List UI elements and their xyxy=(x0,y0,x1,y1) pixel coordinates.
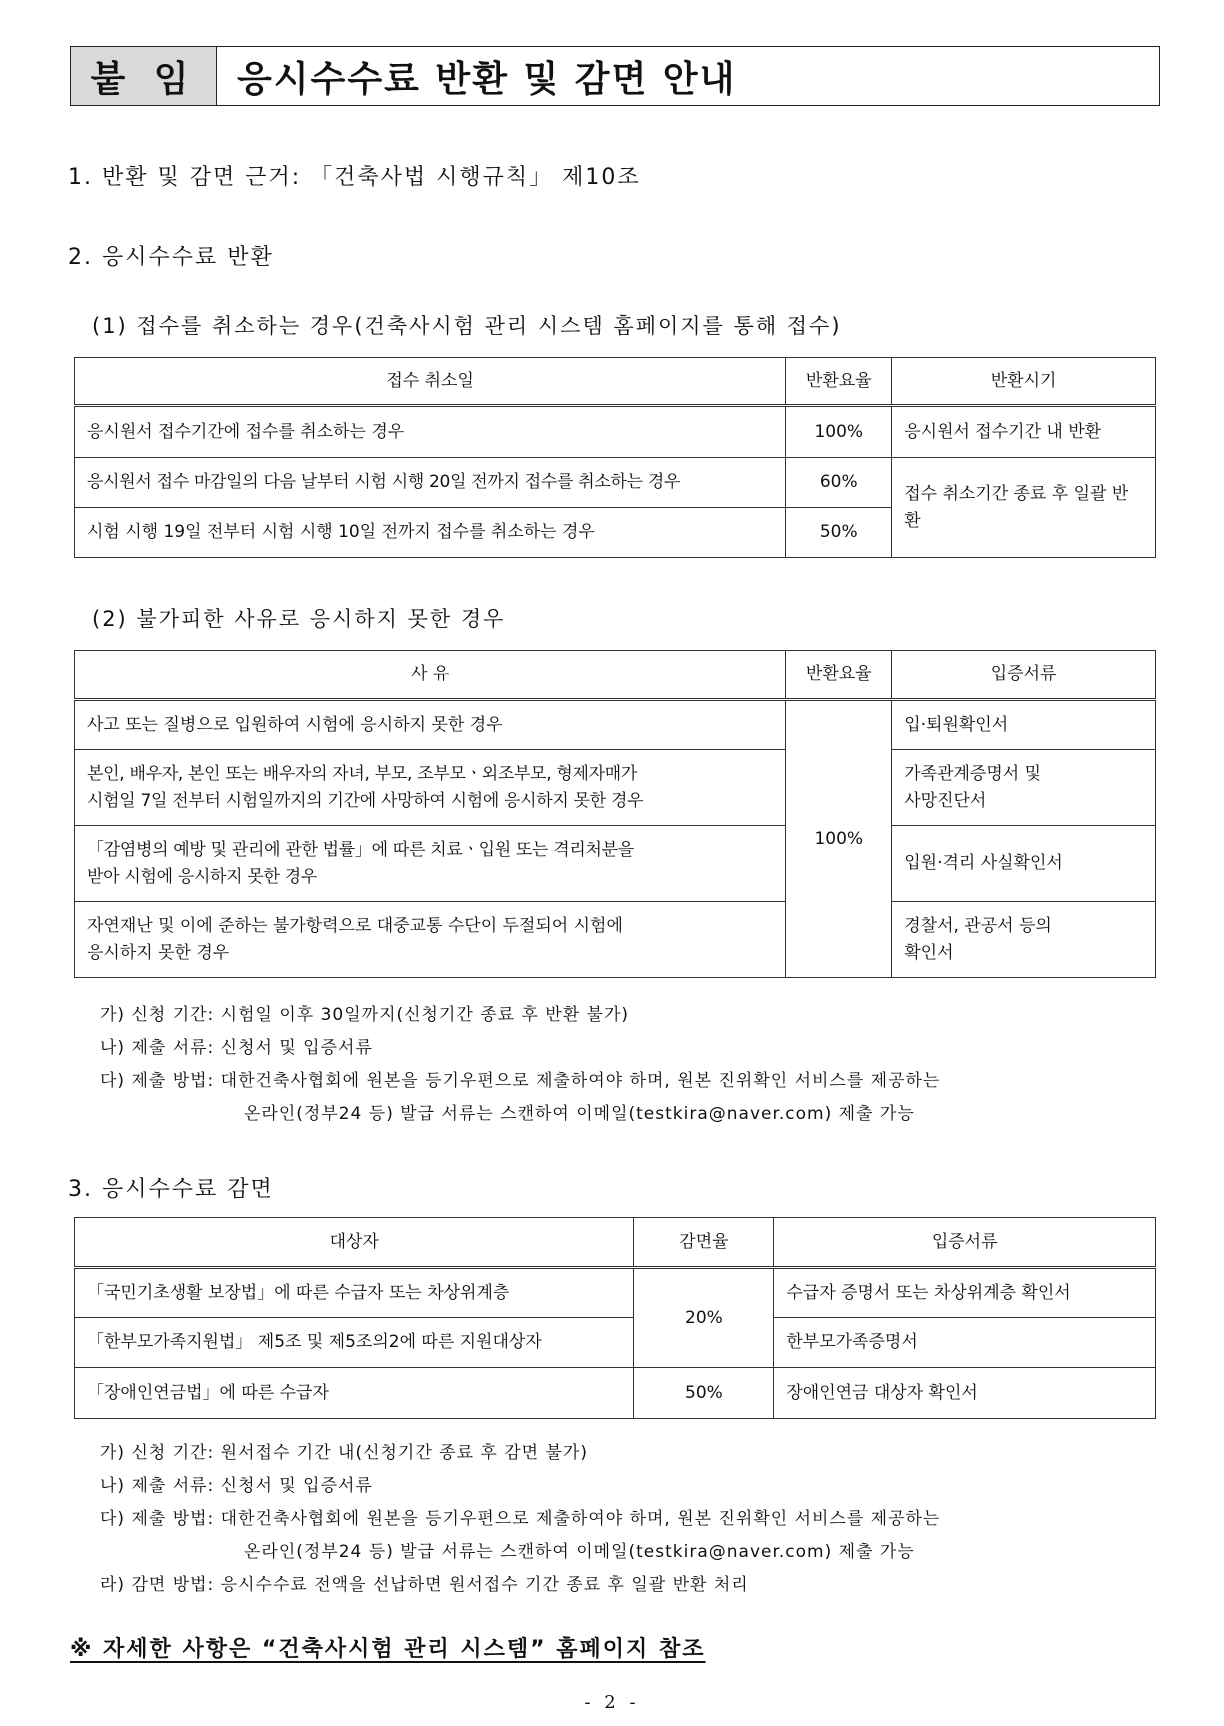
section2-sub2-heading: (2) 불가피한 사유로 응시하지 못한 경우 xyxy=(92,607,506,631)
reason-line: 응시하지 못한 경우 xyxy=(87,942,230,963)
section2-heading: 2. 응시수수료 반환 xyxy=(68,245,274,270)
column-header: 반환시기 xyxy=(892,358,1156,406)
cell-reduction-rate: 50% xyxy=(634,1368,774,1419)
refund-note: 나) 제출 서류: 신청서 및 입증서류 xyxy=(100,1038,373,1058)
reason-line: 시험일 7일 전부터 시험일까지의 기간에 사망하여 시험에 응시하지 못한 경우 xyxy=(87,790,644,811)
column-header: 접수 취소일 xyxy=(75,358,786,406)
column-header: 반환요율 xyxy=(786,358,892,406)
reduction-note: 온라인(정부24 등) 발급 서류는 스캔하여 이메일(testkira@naver.com) 제출 가능 xyxy=(244,1542,915,1562)
cell-target: 「한부모가족지원법」 제5조 및 제5조의2에 따른 지원대상자 xyxy=(75,1318,634,1368)
table-row xyxy=(75,458,1156,508)
reduction-note: 라) 감면 방법: 응시수수료 전액을 선납하면 원서접수 기간 종료 후 일괄 반환 처리 xyxy=(100,1575,749,1595)
cell-target: 「국민기초생활 보장법」에 따른 수급자 또는 차상위계층 xyxy=(75,1268,634,1318)
cell-cancel-date: 응시원서 접수 마감일의 다음 날부터 시험 시행 20일 전까지 접수를 취소하는 경우 xyxy=(75,458,786,508)
section2-sub1-heading: (1) 접수를 취소하는 경우(건축사시험 관리 시스템 홈페이지를 통해 접수) xyxy=(92,314,842,338)
doc-line: 가족관계증명서 및 xyxy=(904,763,1041,784)
cell-cancel-date: 응시원서 접수기간에 접수를 취소하는 경우 xyxy=(75,406,786,458)
cell-refund-timing: 응시원서 접수기간 내 반환 xyxy=(892,406,1156,458)
cell-target: 「장애인연금법」에 따른 수급자 xyxy=(75,1368,634,1419)
section1-heading: 1. 반환 및 감면 근거: 「건축사법 시행규칙」 제10조 xyxy=(68,165,641,190)
cell-reduction-rate: 20% xyxy=(634,1268,774,1368)
cell-refund-rate: 100% xyxy=(786,700,892,978)
cell-proof-doc xyxy=(892,902,1156,978)
cell-refund-rate: 50% xyxy=(786,508,892,558)
table-row xyxy=(75,1268,1156,1318)
column-header: 사 유 xyxy=(75,651,786,700)
page-number: - 2 - xyxy=(584,1692,640,1713)
cell-proof-doc xyxy=(892,750,1156,826)
reduction-note: 다) 제출 방법: 대한건축사협회에 원본을 등기우편으로 제출하여야 하며, 원본 진위확인 서비스를 제공하는 xyxy=(100,1509,941,1529)
table-row xyxy=(75,902,1156,978)
table-row xyxy=(75,1318,1156,1368)
doc-line: 확인서 xyxy=(904,942,954,963)
table-header-row xyxy=(75,651,1156,700)
cell-proof-doc: 입·퇴원확인서 xyxy=(892,700,1156,750)
cell-reason xyxy=(75,750,786,826)
cell-proof-doc: 한부모가족증명서 xyxy=(774,1318,1156,1368)
cell-reason: 사고 또는 질병으로 입원하여 시험에 응시하지 못한 경우 xyxy=(75,700,786,750)
cell-proof-doc: 입원·격리 사실확인서 xyxy=(892,826,1156,902)
column-header: 감면율 xyxy=(634,1218,774,1268)
cell-reason xyxy=(75,902,786,978)
column-header: 반환요율 xyxy=(786,651,892,700)
column-header: 입증서류 xyxy=(774,1218,1156,1268)
table-row xyxy=(75,700,1156,750)
refund-note: 가) 신청 기간: 시험일 이후 30일까지(신청기간 종료 후 반환 불가) xyxy=(100,1005,630,1025)
table-row xyxy=(75,750,1156,826)
cell-refund-rate: 60% xyxy=(786,458,892,508)
fee-reduction-table xyxy=(74,1217,1156,1419)
cell-refund-timing: 접수 취소기간 종료 후 일괄 반환 xyxy=(892,458,1156,558)
reference-note: ※ 자세한 사항은 “건축사시험 관리 시스템” 홈페이지 참조 xyxy=(70,1637,706,1662)
table-header-row xyxy=(75,358,1156,406)
reduction-note: 가) 신청 기간: 원서접수 기간 내(신청기간 종료 후 감면 불가) xyxy=(100,1443,588,1463)
cell-cancel-date: 시험 시행 19일 전부터 시험 시행 10일 전까지 접수를 취소하는 경우 xyxy=(75,508,786,558)
attachment-tag: 붙 임 xyxy=(71,47,217,105)
reason-line: 자연재난 및 이에 준하는 불가항력으로 대중교통 수단이 두절되어 시험에 xyxy=(87,915,623,936)
column-header: 대상자 xyxy=(75,1218,634,1268)
doc-line: 경찰서, 관공서 등의 xyxy=(904,915,1052,936)
cell-proof-doc: 수급자 증명서 또는 차상위계층 확인서 xyxy=(774,1268,1156,1318)
refund-note: 다) 제출 방법: 대한건축사협회에 원본을 등기우편으로 제출하여야 하며, 원본 진위확인 서비스를 제공하는 xyxy=(100,1071,941,1091)
cancellation-refund-table xyxy=(74,357,1156,558)
section3-heading: 3. 응시수수료 감면 xyxy=(68,1177,274,1202)
column-header: 입증서류 xyxy=(892,651,1156,700)
cell-proof-doc: 장애인연금 대상자 확인서 xyxy=(774,1368,1156,1419)
table-row xyxy=(75,406,1156,458)
header-box xyxy=(70,46,1160,106)
table-row xyxy=(75,826,1156,902)
reason-line: 본인, 배우자, 본인 또는 배우자의 자녀, 부모, 조부모ㆍ외조부모, 형제자매가 xyxy=(87,763,638,784)
cell-reason xyxy=(75,826,786,902)
refund-note: 온라인(정부24 등) 발급 서류는 스캔하여 이메일(testkira@naver.com) 제출 가능 xyxy=(244,1104,915,1124)
reduction-note: 나) 제출 서류: 신청서 및 입증서류 xyxy=(100,1476,373,1496)
table-row xyxy=(75,1368,1156,1419)
table-header-row xyxy=(75,1218,1156,1268)
reason-line: 「감염병의 예방 및 관리에 관한 법률」에 따른 치료ㆍ입원 또는 격리처분을 xyxy=(87,839,634,860)
doc-line: 사망진단서 xyxy=(904,790,987,811)
cell-refund-rate: 100% xyxy=(786,406,892,458)
reason-line: 받아 시험에 응시하지 못한 경우 xyxy=(87,866,318,887)
unavoidable-reason-table xyxy=(74,650,1156,978)
page-title: 응시수수료 반환 및 감면 안내 xyxy=(237,58,737,100)
